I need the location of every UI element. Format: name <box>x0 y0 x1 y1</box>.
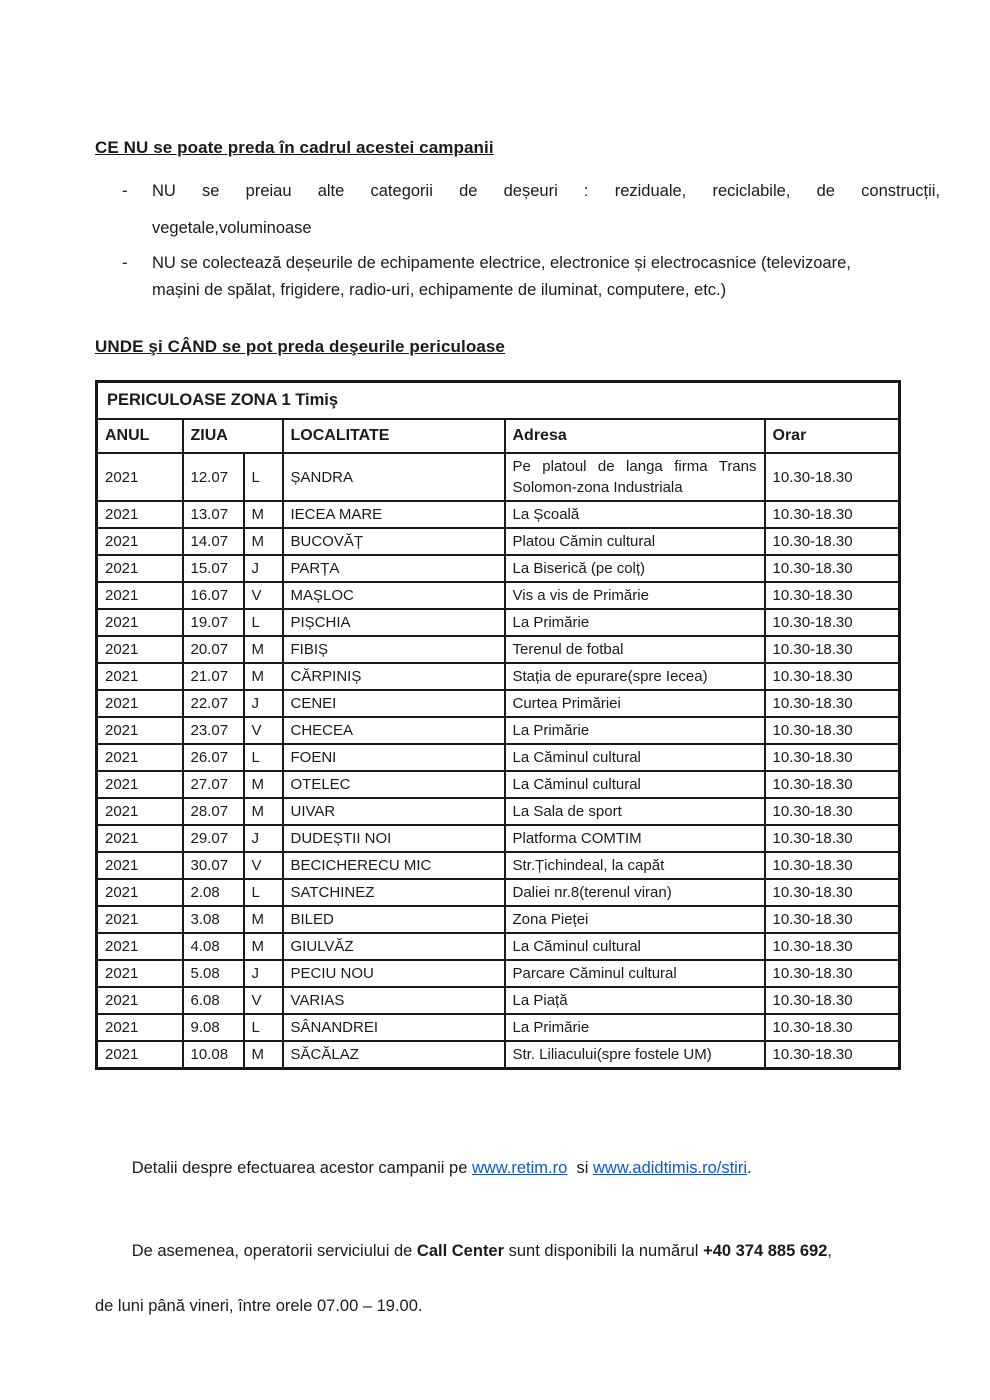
cell-year: 2021 <box>97 528 183 555</box>
table-row <box>97 717 900 744</box>
cell-locality: SĂCĂLAZ <box>283 1041 505 1068</box>
cell-hours: 10.30-18.30 <box>765 501 900 528</box>
cell-address: La Căminul cultural <box>505 933 765 960</box>
cell-hours: 10.30-18.30 <box>765 636 900 663</box>
col-header-orar: Orar <box>765 419 900 453</box>
cell-day: 15.07 <box>183 555 244 582</box>
table-row <box>97 1014 900 1041</box>
cell-locality: CĂRPINIȘ <box>283 663 505 690</box>
cell-year: 2021 <box>97 852 183 879</box>
cell-address: Pe platoul de langa firma Trans Solomon-zona Industriala <box>505 453 765 501</box>
cell-address: Curtea Primăriei <box>505 690 765 717</box>
table-title-row <box>97 382 900 420</box>
footer-note <box>95 1128 940 1321</box>
cell-hours: 10.30-18.30 <box>765 528 900 555</box>
cell-address: Stația de epurare(spre Iecea) <box>505 663 765 690</box>
cell-year: 2021 <box>97 1014 183 1041</box>
bullet-item <box>95 173 940 247</box>
cell-year: 2021 <box>97 636 183 663</box>
cell-locality: IECEA MARE <box>283 501 505 528</box>
cell-address: La Primărie <box>505 1014 765 1041</box>
cell-day: 9.08 <box>183 1014 244 1041</box>
adidtimis-link[interactable]: www.adidtimis.ro/stiri <box>592 1159 748 1177</box>
cell-hours: 10.30-18.30 <box>765 825 900 852</box>
cell-weekday: M <box>244 933 283 960</box>
schedule-table-head <box>97 382 900 454</box>
cell-day: 13.07 <box>183 501 244 528</box>
col-header-localitate: LOCALITATE <box>283 419 505 453</box>
table-row <box>97 501 900 528</box>
cell-locality: BILED <box>283 906 505 933</box>
cell-year: 2021 <box>97 663 183 690</box>
table-row <box>97 744 900 771</box>
cell-hours: 10.30-18.30 <box>765 744 900 771</box>
cell-year: 2021 <box>97 555 183 582</box>
restrictions-bullet-list <box>95 173 940 304</box>
cell-day: 4.08 <box>183 933 244 960</box>
cell-day: 10.08 <box>183 1041 244 1068</box>
bullet-text-line: NU se preiau alte categorii de deșeuri : reziduale, reciclabile, de construcții, <box>152 182 940 200</box>
cell-locality: SATCHINEZ <box>283 879 505 906</box>
cell-year: 2021 <box>97 825 183 852</box>
table-row <box>97 771 900 798</box>
table-row <box>97 663 900 690</box>
cell-locality: DUDEȘTII NOI <box>283 825 505 852</box>
cell-year: 2021 <box>97 582 183 609</box>
table-row <box>97 636 900 663</box>
cell-weekday: M <box>244 798 283 825</box>
col-header-ziua: ZIUA <box>183 419 283 453</box>
cell-weekday: M <box>244 501 283 528</box>
table-row <box>97 798 900 825</box>
bullet-text-line: NU se colectează deșeurile de echipamente electrice, electronice și electrocasnice (televizoare, <box>152 254 851 272</box>
table-row <box>97 906 900 933</box>
cell-year: 2021 <box>97 960 183 987</box>
cell-address: Daliei nr.8(terenul viran) <box>505 879 765 906</box>
bullet-item <box>95 250 940 304</box>
cell-year: 2021 <box>97 453 183 501</box>
cell-year: 2021 <box>97 933 183 960</box>
cell-address: La Primărie <box>505 609 765 636</box>
cell-weekday: J <box>244 960 283 987</box>
phone-number: +40 374 885 692 <box>703 1241 828 1260</box>
cell-day: 30.07 <box>183 852 244 879</box>
cell-address: Vis a vis de Primărie <box>505 582 765 609</box>
cell-year: 2021 <box>97 609 183 636</box>
table-row <box>97 609 900 636</box>
cell-address: Str. Liliacului(spre fostele UM) <box>505 1041 765 1068</box>
cell-hours: 10.30-18.30 <box>765 1014 900 1041</box>
table-header-row <box>97 419 900 453</box>
table-row <box>97 555 900 582</box>
section-heading-restrictions: CE NU se poate preda în cadrul acestei campanii <box>95 138 494 157</box>
cell-weekday: J <box>244 690 283 717</box>
cell-year: 2021 <box>97 744 183 771</box>
cell-locality: CHECEA <box>283 717 505 744</box>
table-row <box>97 825 900 852</box>
bullet-dash-icon: - <box>122 182 128 200</box>
cell-address: La Primărie <box>505 717 765 744</box>
footer-text: si <box>567 1159 593 1177</box>
cell-address: Terenul de fotbal <box>505 636 765 663</box>
cell-locality: CENEI <box>283 690 505 717</box>
cell-locality: PECIU NOU <box>283 960 505 987</box>
cell-weekday: M <box>244 663 283 690</box>
cell-hours: 10.30-18.30 <box>765 690 900 717</box>
cell-address: La Căminul cultural <box>505 771 765 798</box>
cell-hours: 10.30-18.30 <box>765 771 900 798</box>
table-row <box>97 690 900 717</box>
cell-locality: PIȘCHIA <box>283 609 505 636</box>
schedule-table <box>95 380 901 1070</box>
cell-weekday: V <box>244 582 283 609</box>
cell-year: 2021 <box>97 879 183 906</box>
footer-line-details <box>95 1128 940 1211</box>
cell-locality: BECICHERECU MIC <box>283 852 505 879</box>
cell-hours: 10.30-18.30 <box>765 609 900 636</box>
cell-day: 22.07 <box>183 690 244 717</box>
cell-address: La Piață <box>505 987 765 1014</box>
footer-text: Detalii despre efectuarea acestor campanii pe <box>131 1159 472 1177</box>
cell-address: La Căminul cultural <box>505 744 765 771</box>
table-row <box>97 933 900 960</box>
cell-locality: PARȚA <box>283 555 505 582</box>
footer-line-callcenter <box>95 1210 940 1293</box>
cell-hours: 10.30-18.30 <box>765 1041 900 1068</box>
table-row <box>97 987 900 1014</box>
section-heading-schedule: UNDE şi CÂND se pot preda deşeurile periculoase <box>95 337 505 356</box>
call-center-label: Call Center <box>416 1241 505 1260</box>
table-row <box>97 453 900 501</box>
footer-text: De asemenea, operatorii serviciului de <box>131 1241 417 1260</box>
footer-text: , <box>827 1241 832 1260</box>
cell-day: 28.07 <box>183 798 244 825</box>
cell-locality: MAȘLOC <box>283 582 505 609</box>
cell-address: Zona Pieței <box>505 906 765 933</box>
cell-hours: 10.30-18.30 <box>765 960 900 987</box>
cell-weekday: J <box>244 555 283 582</box>
cell-weekday: V <box>244 717 283 744</box>
cell-hours: 10.30-18.30 <box>765 987 900 1014</box>
cell-weekday: L <box>244 879 283 906</box>
cell-locality: OTELEC <box>283 771 505 798</box>
cell-address: Str.Țichindeal, la capăt <box>505 852 765 879</box>
cell-year: 2021 <box>97 501 183 528</box>
cell-locality: UIVAR <box>283 798 505 825</box>
cell-hours: 10.30-18.30 <box>765 663 900 690</box>
table-title: PERICULOASE ZONA 1 Timiş <box>97 382 900 420</box>
cell-weekday: V <box>244 852 283 879</box>
cell-hours: 10.30-18.30 <box>765 852 900 879</box>
retim-link[interactable]: www.retim.ro <box>471 1159 568 1177</box>
cell-address: Parcare Căminul cultural <box>505 960 765 987</box>
cell-weekday: M <box>244 636 283 663</box>
cell-year: 2021 <box>97 771 183 798</box>
cell-day: 3.08 <box>183 906 244 933</box>
cell-year: 2021 <box>97 1041 183 1068</box>
table-row <box>97 528 900 555</box>
table-row <box>97 582 900 609</box>
cell-day: 14.07 <box>183 528 244 555</box>
cell-day: 6.08 <box>183 987 244 1014</box>
cell-day: 12.07 <box>183 453 244 501</box>
cell-day: 2.08 <box>183 879 244 906</box>
cell-address: Platforma COMTIM <box>505 825 765 852</box>
cell-hours: 10.30-18.30 <box>765 555 900 582</box>
cell-day: 21.07 <box>183 663 244 690</box>
cell-weekday: L <box>244 1014 283 1041</box>
cell-hours: 10.30-18.30 <box>765 582 900 609</box>
cell-year: 2021 <box>97 717 183 744</box>
cell-hours: 10.30-18.30 <box>765 798 900 825</box>
cell-weekday: V <box>244 987 283 1014</box>
cell-locality: FIBIȘ <box>283 636 505 663</box>
cell-day: 16.07 <box>183 582 244 609</box>
cell-day: 19.07 <box>183 609 244 636</box>
cell-weekday: L <box>244 453 283 501</box>
cell-hours: 10.30-18.30 <box>765 906 900 933</box>
cell-hours: 10.30-18.30 <box>765 879 900 906</box>
cell-address: Platou Cămin cultural <box>505 528 765 555</box>
bullet-text-line: vegetale,voluminoase <box>152 219 312 237</box>
schedule-table-body <box>97 453 900 1068</box>
cell-year: 2021 <box>97 987 183 1014</box>
cell-locality: SÂNANDREI <box>283 1014 505 1041</box>
cell-locality: VARIAS <box>283 987 505 1014</box>
cell-hours: 10.30-18.30 <box>765 933 900 960</box>
cell-locality: GIULVĂZ <box>283 933 505 960</box>
col-header-anul: ANUL <box>97 419 183 453</box>
col-header-adresa: Adresa <box>505 419 765 453</box>
cell-weekday: M <box>244 1041 283 1068</box>
cell-hours: 10.30-18.30 <box>765 717 900 744</box>
bullet-dash-icon: - <box>122 254 128 272</box>
cell-year: 2021 <box>97 690 183 717</box>
cell-weekday: M <box>244 771 283 798</box>
cell-day: 27.07 <box>183 771 244 798</box>
cell-address: La Biserică (pe colț) <box>505 555 765 582</box>
cell-year: 2021 <box>97 906 183 933</box>
cell-day: 23.07 <box>183 717 244 744</box>
cell-day: 20.07 <box>183 636 244 663</box>
table-row <box>97 960 900 987</box>
table-row <box>97 1041 900 1068</box>
cell-weekday: L <box>244 609 283 636</box>
footer-text: . <box>747 1159 752 1177</box>
cell-day: 29.07 <box>183 825 244 852</box>
table-row <box>97 879 900 906</box>
cell-locality: ȘANDRA <box>283 453 505 501</box>
cell-weekday: M <box>244 906 283 933</box>
cell-address: La Sala de sport <box>505 798 765 825</box>
cell-day: 5.08 <box>183 960 244 987</box>
cell-weekday: J <box>244 825 283 852</box>
cell-locality: FOENI <box>283 744 505 771</box>
cell-day: 26.07 <box>183 744 244 771</box>
footer-line-hours: de luni până vineri, între orele 07.00 – 19.00. <box>95 1296 423 1315</box>
cell-weekday: M <box>244 528 283 555</box>
bullet-text-line: mașini de spălat, frigidere, radio-uri, echipamente de iluminat, computere, etc.) <box>152 281 727 299</box>
cell-locality: BUCOVĂȚ <box>283 528 505 555</box>
cell-address: La Școală <box>505 501 765 528</box>
footer-text: sunt disponibili la numărul <box>504 1241 704 1260</box>
table-row <box>97 852 900 879</box>
cell-hours: 10.30-18.30 <box>765 453 900 501</box>
cell-weekday: L <box>244 744 283 771</box>
cell-year: 2021 <box>97 798 183 825</box>
